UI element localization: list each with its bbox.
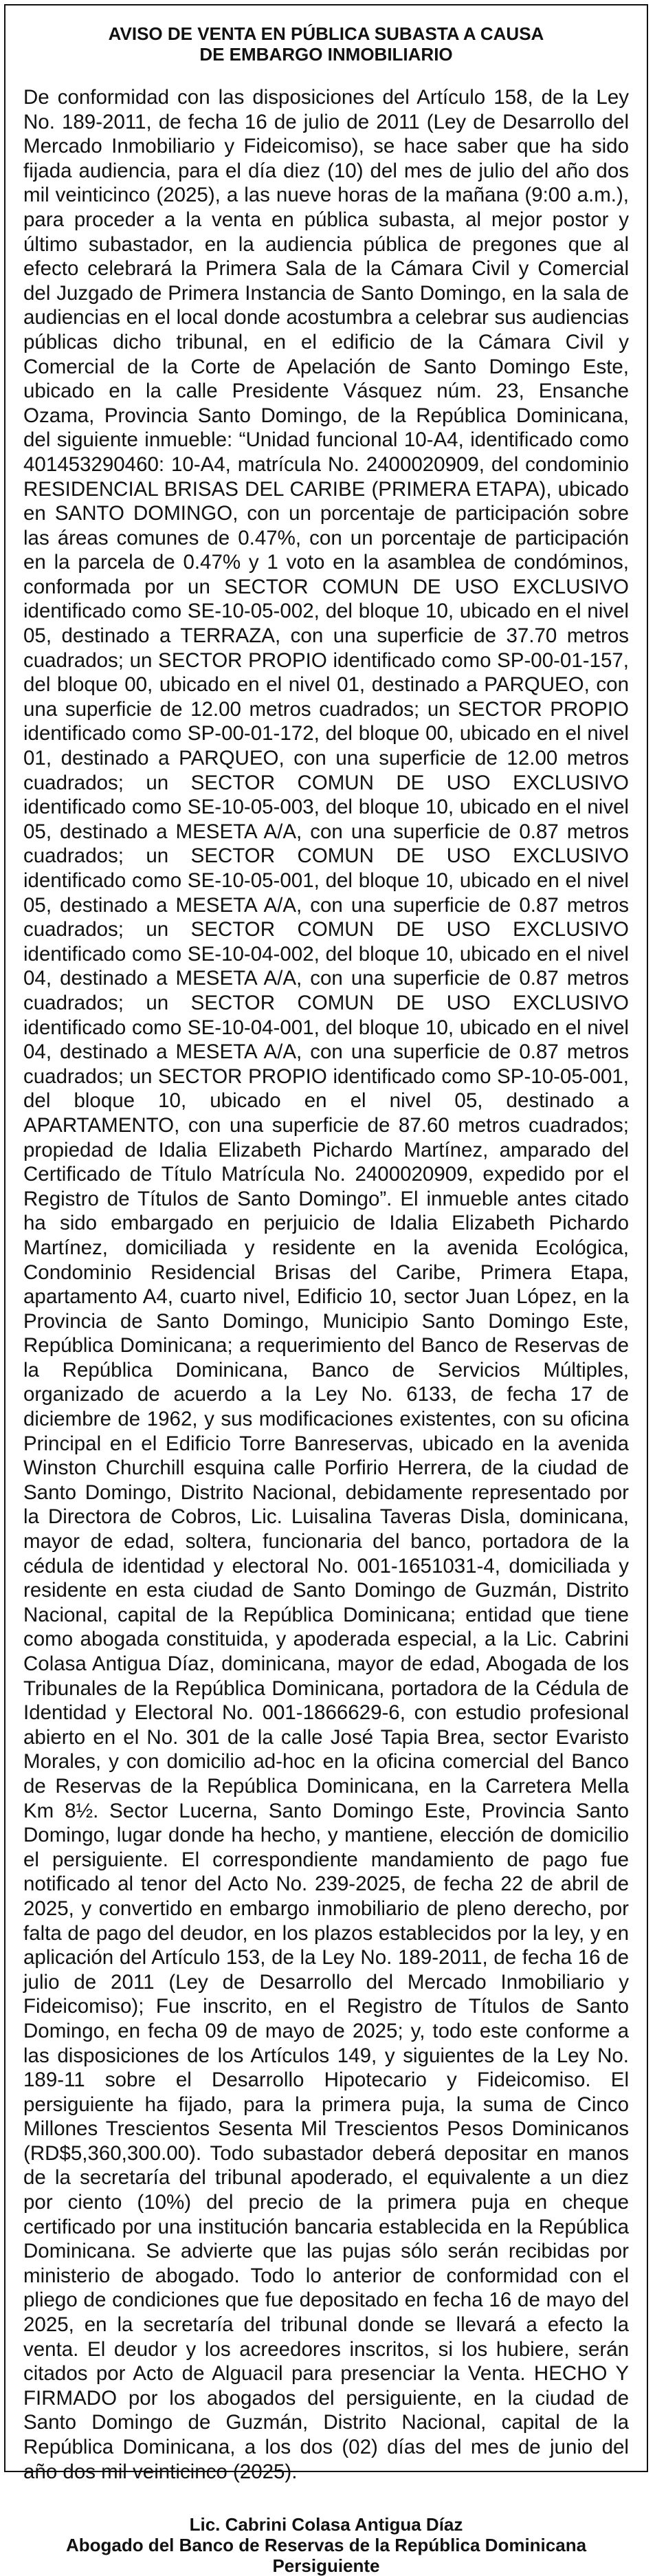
notice-frame xyxy=(4,4,648,2576)
signature-block xyxy=(23,2514,629,2576)
notice-title-line-1: AVISO DE VENTA EN PÚBLICA SUBASTA A CAUSA xyxy=(108,23,544,44)
signature-party: Persiguiente xyxy=(272,2555,380,2576)
notice-content xyxy=(23,23,629,2576)
notice-title-line-2: DE EMBARGO INMOBILIARIO xyxy=(199,44,453,65)
signature-role: Abogado del Banco de Reservas de la República Dominicana xyxy=(65,2535,587,2556)
notice-title xyxy=(23,23,629,65)
notice-body: De conformidad con las disposiciones del Artículo 158, de la Ley No. 189-2011, de fecha 16 de julio de 2011 (Ley de Desarrollo del Mercado Inmobiliario y Fideicomiso), se hace saber que ha sido fijada audiencia, para el día diez (10) del mes de julio del año dos mil veinticinco (2025), a las nueve horas de la mañana (9:00 a.m.), para proceder a la venta en pública subasta, al mejor postor y último subastador, en la audiencia pública de pregones que al efecto celebrará la Primera Sala de la Cámara Civil y Comercial del Juzgado de Primera Instancia de Santo Domingo, en la sala de audiencias en el local donde acostumbra a celebrar sus audiencias públicas dicho tribunal, en el edificio de la Cámara Civil y Comercial de la Corte de Apelación de Santo Domingo Este, ubicado en la calle Presidente Vásquez núm. 23, Ensanche Ozama, Provincia Santo Domingo, de la República Dominicana, del siguiente inmueble: “Unidad funcional 10-A4, identificado como 401453290460: 10-A4, matrícula No. 2400020909, del condominio RESIDENCIAL BRISAS DEL CARIBE (PRIMERA ETAPA), ubicado en SANTO DOMINGO, con un porcentaje de participación sobre las áreas comunes de 0.47%, con un porcentaje de participación en la parcela de 0.47% y 1 voto en la asamblea de condóminos, conformada por un SECTOR COMUN DE USO EXCLUSIVO identificado como SE-10-05-002, del bloque 10, ubicado en el nivel 05, destinado a TERRAZA, con una superficie de 37.70 metros cuadrados; un SECTOR PROPIO identificado como SP-00-01-157, del bloque 00, ubicado en el nivel 01, destinado a PARQUEO, con una superficie de 12.00 metros cuadrados; un SECTOR PROPIO identificado como SP-00-01-172, del bloque 00, ubicado en el nivel 01, destinado a PARQUEO, con una superficie de 12.00 metros cuadrados; un SECTOR COMUN DE USO EXCLUSIVO identificado como SE-10-05-003, del bloque 10, ubicado en el nivel 05, destinado a MESETA A/A, con una superficie de 0.87 metros cuadrados; un SECTOR COMUN DE USO EXCLUSIVO identificado como SE-10-05-001, del bloque 10, ubicado en el nivel 05, destinado a MESETA A/A, con una superficie de 0.87 metros cuadrados; un SECTOR COMUN DE USO EXCLUSIVO identificado como SE-10-04-002, del bloque 10, ubicado en el nivel 04, destinado a MESETA A/A, con una superficie de 0.87 metros cuadrados; un SECTOR COMUN DE USO EXCLUSIVO identificado como SE-10-04-001, del bloque 10, ubicado en el nivel 04, destinado a MESETA A/A, con una superficie de 0.87 metros cuadrados; un SECTOR PROPIO identificado como SP-10-05-001, del bloque 10, ubicado en el nivel 05, destinado a APARTAMENTO, con una superficie de 87.60 metros cuadrados; propiedad de Idalia Elizabeth Pichardo Martínez, amparado del Certificado de Título Matrícula No. 2400020909, expedido por el Registro de Títulos de Santo Domingo”. El inmueble antes citado ha sido embargado en perjuicio de Idalia Elizabeth Pichardo Martínez, domiciliada y residente en la avenida Ecológica, Condominio Residencial Brisas del Caribe, Primera Etapa, apartamento A4, cuarto nivel, Edificio 10, sector Juan López, en la Provincia de Santo Domingo, Municipio Santo Domingo Este, República Dominicana; a requerimiento del Banco de Reservas de la República Dominicana, Banco de Servicios Múltiples, organizado de acuerdo a la Ley No. 6133, de fecha 17 de diciembre de 1962, y sus modificaciones existentes, con su oficina Principal en el Edificio Torre Banreservas, ubicado en la avenida Winston Churchill esquina calle Porfirio Herrera, de la ciudad de Santo Domingo, Distrito Nacional, debidamente representado por la Directora de Cobros, Lic. Luisalina Taveras Disla, dominicana, mayor de edad, soltera, funcionaria del banco, portadora de la cédula de identidad y electoral No. 001-1651031-4, domiciliada y residente en esta ciudad de Santo Domingo de Guzmán, Distrito Nacional, capital de la República Dominicana; entidad que tiene como abogada constituida, y apoderada especial, a la Lic. Cabrini Colasa Antigua Díaz, dominicana, mayor de edad, Abogada de los Tribunales de la República Dominicana, portadora de la Cédula de Identidad y Electoral No. 001-1866629-6, con estudio profesional abierto en el No. 301 de la calle José Tapia Brea, sector Evaristo Morales, y con domicilio ad-hoc en la oficina comercial del Banco de Reservas de la República Dominicana, en la Carretera Mella Km 8½. Sector Lucerna, Santo Domingo Este, Provincia Santo Domingo, lugar donde ha hecho, y mantiene, elección de domicilio el persiguiente. El correspondiente mandamiento de pago fue notificado al tenor del Acto No. 239-2025, de fecha 22 de abril de 2025, y convertido en embargo inmobiliario de pleno derecho, por falta de pago del deudor, en los plazos establecidos por la ley, y en aplicación del Artículo 153, de la Ley No. 189-2011, de fecha 16 de julio de 2011 (Ley de Desarrollo del Mercado Inmobiliario y Fideicomiso); Fue inscrito, en el Registro de Títulos de Santo Domingo, en fecha 09 de mayo de 2025; y, todo este conforme a las disposiciones de los Artículos 149, y siguientes de la Ley No. 189-11 sobre el Desarrollo Hipotecario y Fideicomiso. El persiguiente ha fijado, para la primera puja, la suma de Cinco Millones Trescientos Sesenta Mil Trescientos Pesos Dominicanos (RD$5,360,300.00). Todo subastador deberá depositar en manos de la secretaría del tribunal apoderado, el equivalente a un diez por ciento (10%) del precio de la primera puja en cheque certificado por una institución bancaria establecida en la República Dominicana. Se advierte que las pujas sólo serán recibidas por ministerio de abogado. Todo lo anterior de conformidad con el pliego de condiciones que fue depositado en fecha 16 de mayo del 2025, en la secretaría del tribunal donde se llevará a efecto la venta. El deudor y los acreedores inscritos, si los hubiere, serán citados por Acto de Alguacil para presenciar la Venta. HECHO Y FIRMADO por los abogados del persiguiente, en la ciudad de Santo Domingo de Guzmán, Distrito Nacional, capital de la República Dominicana, a los dos (02) días del mes de junio del año dos mil veinticinco (2025). xyxy=(23,86,629,2483)
signature-name: Lic. Cabrini Colasa Antigua Díaz xyxy=(189,2514,463,2535)
